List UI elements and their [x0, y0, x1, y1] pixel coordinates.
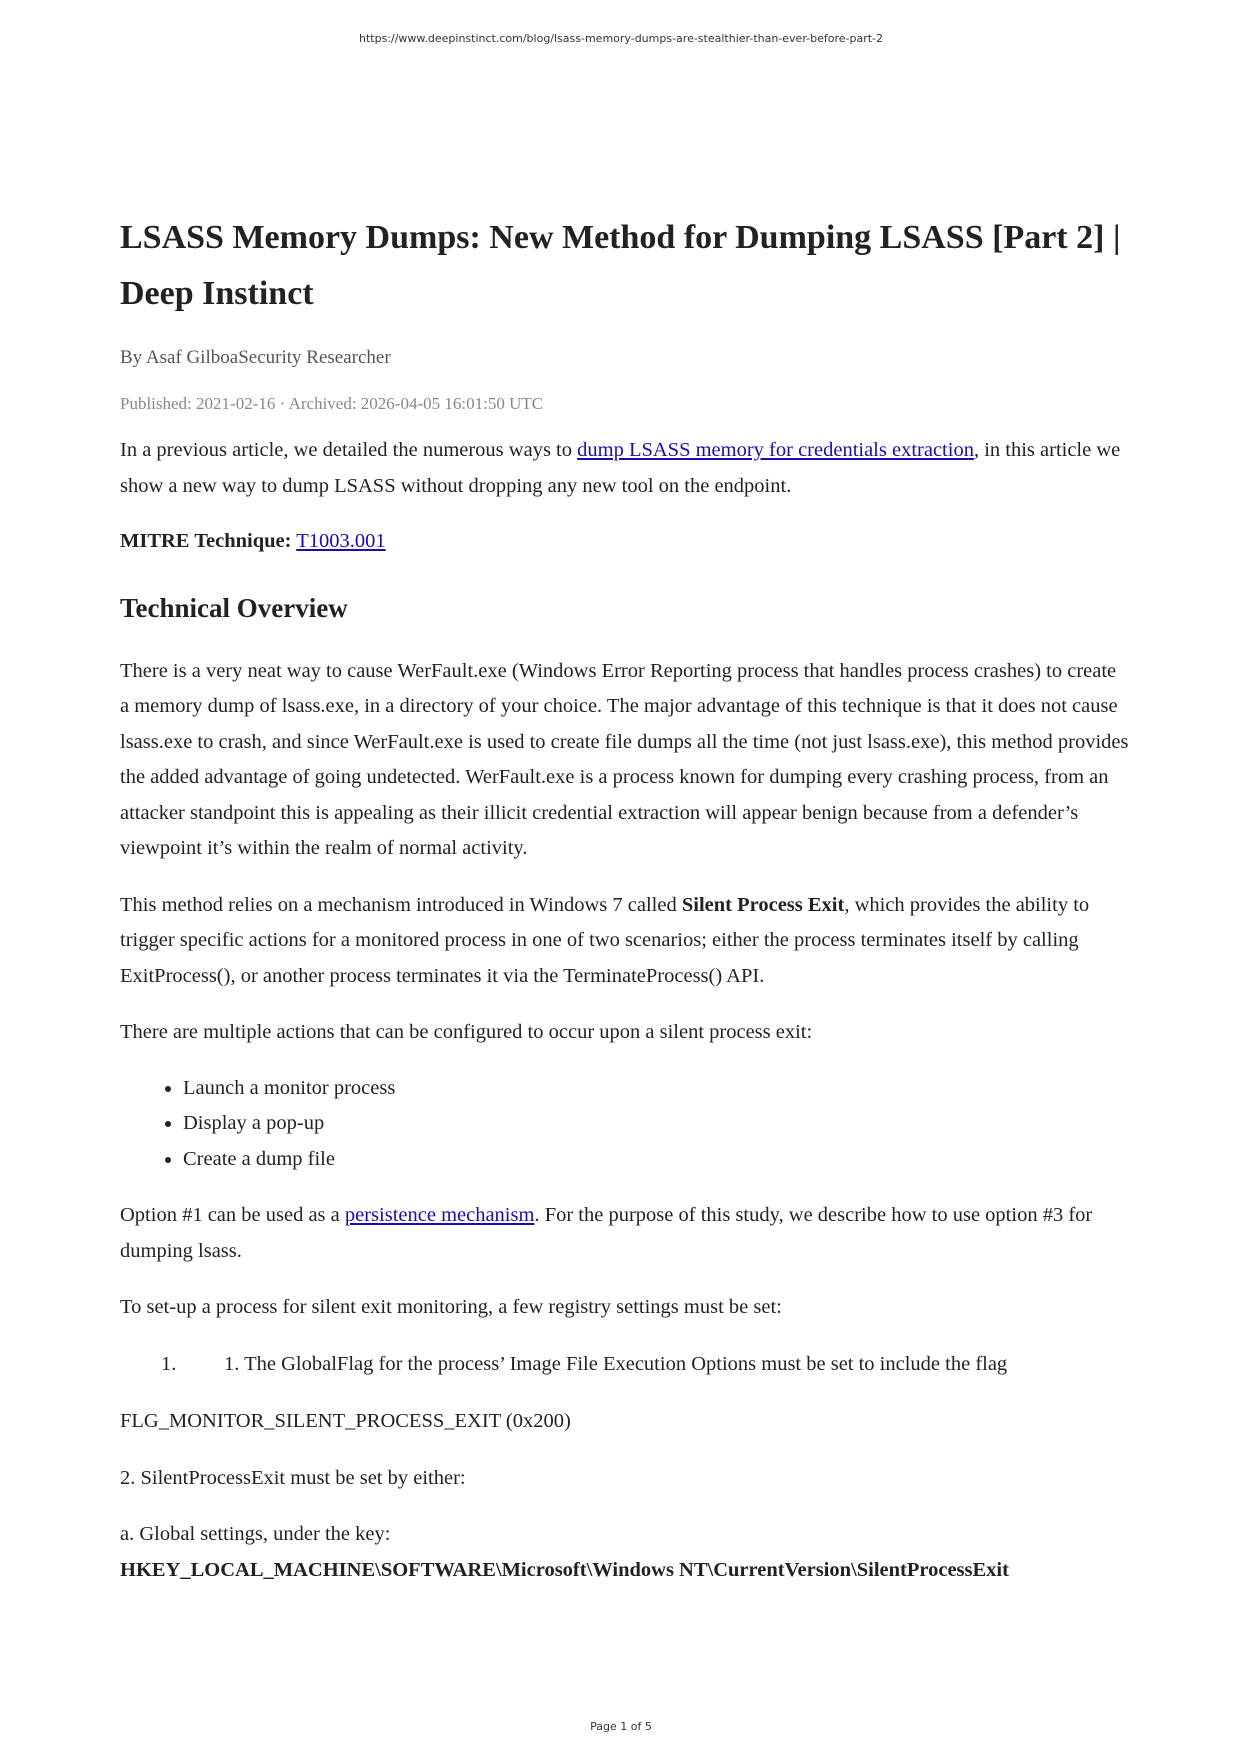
step-a: a. Global settings, under the key:	[120, 1523, 391, 1545]
registry-key: HKEY_LOCAL_MACHINE\SOFTWARE\Microsoft\Windows NT\CurrentVersion\SilentProcessExit	[120, 1558, 1009, 1581]
page-number: Page 1 of 5	[590, 1720, 652, 1733]
mitre-label: MITRE Technique:	[120, 530, 292, 552]
page-url: https://www.deepinstinct.com/blog/lsass-memory-dumps-are-stealthier-than-ever-before-part-2	[358, 32, 884, 45]
section-heading: Technical Overview	[120, 592, 348, 623]
silent-process-paragraph: This method relies on a mechanism introduced in Windows 7 called Silent Process Exit, which provides the ability to trigger specific actions for a monitored process in one of two scenarios; either the process terminates itself by calling ExitProcess(), or another process terminates it via the TerminateProcess() API.	[120, 893, 1090, 987]
actions-list	[120, 1071, 1130, 1178]
article-title: LSASS Memory Dumps: New Method for Dumping LSASS [Part 2] | Deep Instinct	[120, 219, 1121, 312]
list-item: • Launch a monitor process	[183, 1071, 1130, 1107]
flag-line: FLG_MONITOR_SILENT_PROCESS_EXIT (0x200)	[120, 1410, 571, 1432]
mitre-link[interactable]: T1003.001	[296, 530, 386, 552]
item-text: 1. The GlobalFlag for the process’ Image File Execution Options must be set to include the flag	[224, 1352, 1008, 1375]
list-item: • Create a dump file	[183, 1142, 1130, 1178]
article	[120, 210, 1130, 1588]
list-item: • Display a pop-up	[183, 1106, 1130, 1142]
silent-process-exit-term: Silent Process Exit	[681, 893, 845, 916]
numbered-item	[120, 1347, 1130, 1383]
dump-lsass-link[interactable]: dump LSASS memory for credentials extraction	[577, 439, 974, 461]
intro-paragraph: In a previous article, we detailed the numerous ways to dump LSASS memory for credentials extraction, in this article we show a new way to dump LSASS without dropping any new tool on the endpoint.	[120, 439, 1121, 497]
item-number: 1.	[161, 1352, 177, 1375]
multiple-actions-paragraph: There are multiple actions that can be configured to occur upon a silent process exit:	[120, 1021, 813, 1043]
byline: By Asaf GilboaSecurity Researcher	[120, 347, 391, 368]
persistence-link[interactable]: persistence mechanism	[344, 1204, 535, 1226]
technical-paragraph: There is a very neat way to cause WerFault.exe (Windows Error Reporting process that handles process crashes) to create a memory dump of lsass.exe, in a directory of your choice. The major advantage of this technique is that it does not cause lsass.exe to crash, and since WerFault.exe is used to create file dumps all the time (not just lsass.exe), this method provides the added advantage of going undetected. WerFault.exe is a process known for dumping every crashing process, from an attacker standpoint this is appealing as their illicit credential extraction will appear benign because from a defender’s viewpoint it’s within the realm of normal activity.	[120, 659, 1129, 859]
setup-paragraph: To set-up a process for silent exit monitoring, a few registry settings must be set:	[120, 1296, 782, 1318]
mitre-technique	[120, 524, 1130, 560]
publish-meta: Published: 2021-02-16 · Archived: 2026-04-05 16:01:50 UTC	[120, 394, 544, 413]
option-paragraph: Option #1 can be used as a persistence mechanism. For the purpose of this study, we describe how to use option #3 for dumping lsass.	[120, 1204, 1093, 1262]
step-two: 2. SilentProcessExit must be set by either:	[120, 1466, 466, 1489]
